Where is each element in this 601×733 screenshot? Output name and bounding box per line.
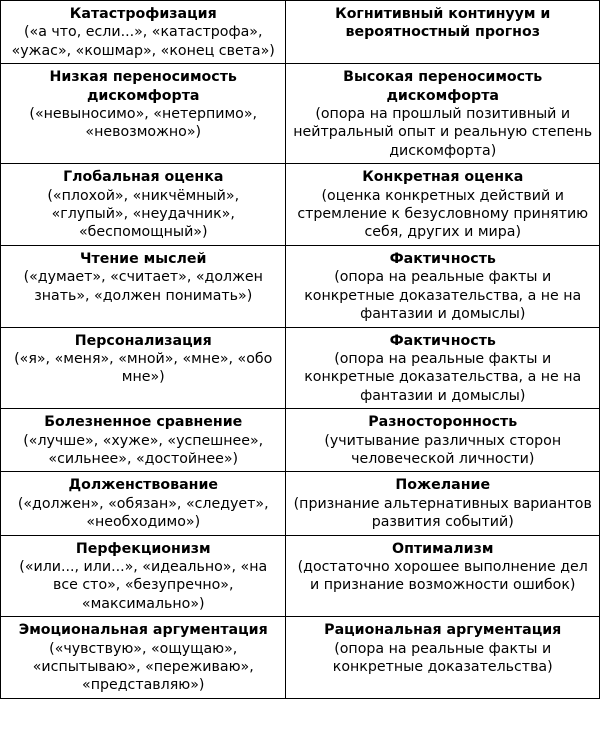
alternative-title: Разносторонность <box>368 414 518 431</box>
alternative-description: (опора на реальные факты и конкретные доказательства, а не на фантазии и домыслы) <box>304 269 582 323</box>
alternative-description: (признание альтернативных вариантов развития событий) <box>293 495 592 531</box>
alternative-cell <box>286 535 600 617</box>
table-row <box>1 327 600 409</box>
distortion-cell <box>1 327 286 409</box>
table-row <box>1 64 600 164</box>
distortion-markers: («плохой», «никчёмный», «глупый», «неудачник», «беспомощный») <box>47 187 240 241</box>
distortion-markers: («думает», «считает», «должен знать», «должен понимать») <box>23 269 263 304</box>
table-row <box>1 409 600 472</box>
alternative-cell <box>286 1 600 64</box>
alternative-cell <box>286 245 600 327</box>
alternative-cell <box>286 327 600 409</box>
alternative-title: Когнитивный континуум и вероятностный прогноз <box>335 6 551 41</box>
distortion-title: Эмоциональная аргументация <box>18 622 268 639</box>
distortion-cell <box>1 64 286 164</box>
distortion-markers: («или..., или...», «идеально», «на все сто», «безупречно», «максимально») <box>19 558 268 612</box>
alternative-title: Высокая переносимость дискомфорта <box>343 69 543 104</box>
alternative-title: Фактичность <box>389 250 496 267</box>
alternative-title: Рациональная аргументация <box>324 622 562 639</box>
alternative-description: (опора на реальные факты и конкретные доказательства) <box>332 640 553 675</box>
distortion-cell <box>1 535 286 617</box>
distortion-title: Низкая переносимость дискомфорта <box>49 69 237 104</box>
alternative-title: Оптимализм <box>392 540 494 557</box>
distortion-markers: («а что, если...», «катастрофа», «ужас», «кошмар», «конец света») <box>11 24 275 59</box>
distortion-title: Перфекционизм <box>75 540 211 557</box>
table-row <box>1 245 600 327</box>
distortion-title: Глобальная оценка <box>63 169 224 186</box>
alternative-cell <box>286 409 600 472</box>
distortion-markers: («должен», «обязан», «следует», «необходимо») <box>17 495 269 531</box>
distortion-markers: («невыносимо», «нетерпимо», «невозможно») <box>29 106 258 141</box>
distortion-cell <box>1 472 286 535</box>
distortion-title: Катастрофизация <box>69 6 217 22</box>
alternative-description: (учитывание различных сторон человеческой личности) <box>324 432 562 467</box>
table-row <box>1 535 600 617</box>
alternative-description: (опора на прошлый позитивный и нейтральный опыт и реальную степень дискомфорта) <box>293 106 593 159</box>
distortion-title: Долженствование <box>68 477 219 494</box>
distortion-title: Чтение мыслей <box>80 250 207 267</box>
alternative-cell <box>286 617 600 699</box>
distortion-title: Болезненное сравнение <box>44 414 243 431</box>
distortion-cell <box>1 409 286 472</box>
distortion-markers: («лучше», «хуже», «успешнее», «сильнее», «достойнее») <box>23 432 264 467</box>
alternative-title: Пожелание <box>395 477 491 494</box>
distortion-cell <box>1 617 286 699</box>
distortion-cell <box>1 245 286 327</box>
alternative-title: Конкретная оценка <box>362 169 524 186</box>
table-row <box>1 617 600 699</box>
table-row <box>1 1 600 64</box>
alternative-cell <box>286 64 600 164</box>
alternative-cell <box>286 164 600 246</box>
distortion-cell <box>1 164 286 246</box>
alternative-description: (оценка конкретных действий и стремление к безусловному принятию себя, других и мира) <box>297 187 589 241</box>
distortion-title: Персонализация <box>74 332 212 349</box>
alternative-description: (опора на реальные факты и конкретные доказательства, а не на фантазии и домыслы) <box>304 350 582 404</box>
alternative-description: (достаточно хорошее выполнение дел и признание возможности ошибок) <box>297 558 588 594</box>
table-row <box>1 164 600 246</box>
distortion-cell <box>1 1 286 64</box>
alternative-cell <box>286 472 600 535</box>
alternative-title: Фактичность <box>389 332 496 349</box>
table-row <box>1 472 600 535</box>
distortion-markers: («чувствую», «ощущаю», «испытываю», «переживаю», «представляю») <box>32 640 254 694</box>
distortion-markers: («я», «меня», «мной», «мне», «обо мне») <box>14 350 273 386</box>
